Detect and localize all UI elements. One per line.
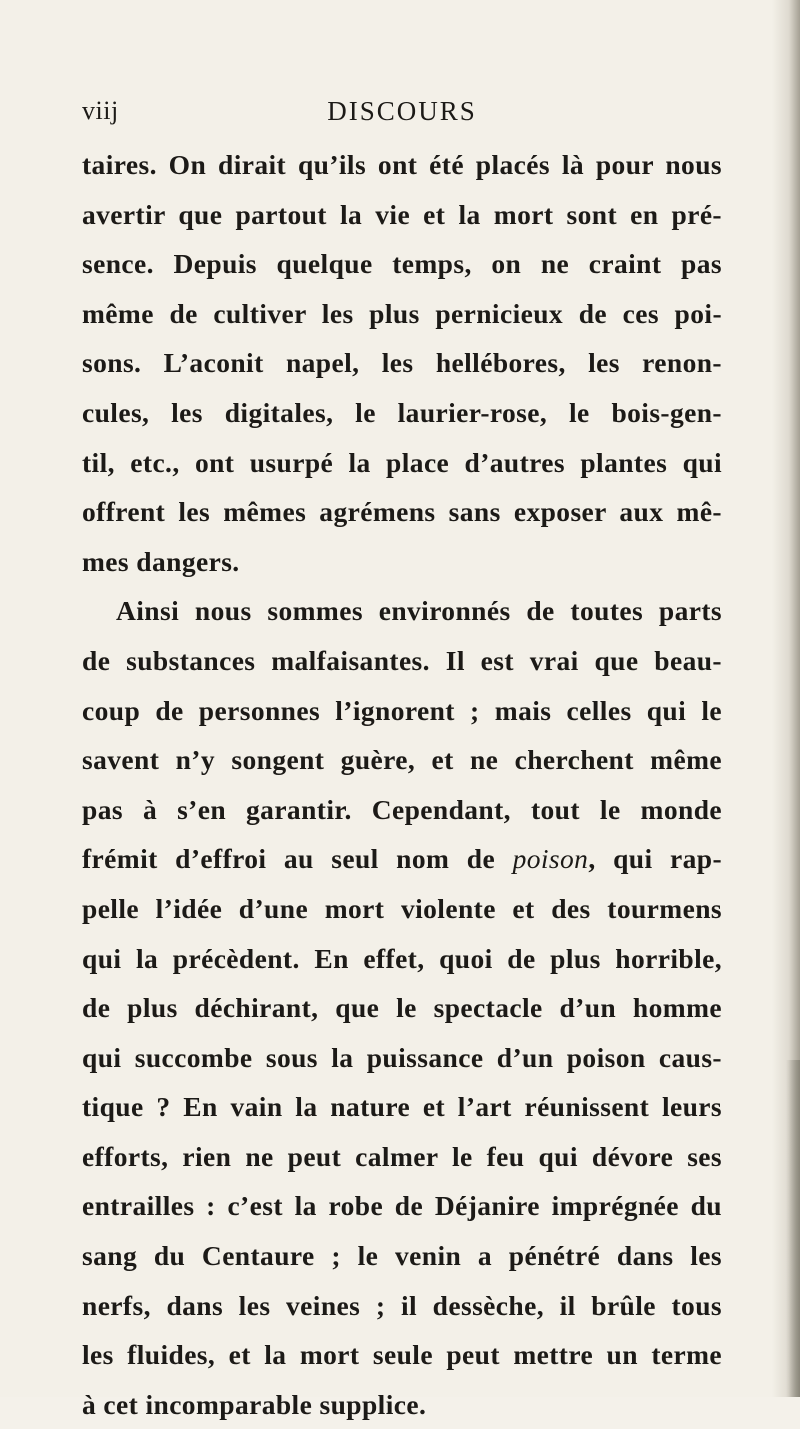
text-line: avertir que partout la vie et la mort sont en pré- [82,198,722,230]
text-segment: frémit d’effroi au seul nom de [82,843,513,875]
text-line: sons. L’aconit napel, les hellébores, les renon- [82,347,722,379]
text-segment: , qui rap- [588,843,722,875]
text-line: Ainsi nous sommes environnés de toutes parts [116,595,722,627]
text-line: sang du Centaure ; le venin a pénétré dans les [82,1240,722,1272]
text-line: taires. On dirait qu’ils ont été placés là pour nous [82,149,722,180]
text-line: til, etc., ont usurpé la place d’autres plantes qui [82,446,722,478]
text-line: savent n’y songent guère, et ne cherchent même [82,744,722,776]
text-line: tique ? En vain la nature et l’art réunissent leurs [82,1091,722,1123]
running-head: DISCOURS [327,96,477,126]
page-edge-shadow-lower [786,1060,800,1397]
text-line: pelle l’idée d’une mort violente et des tourmens [82,892,722,924]
italic-term: poison [512,843,589,875]
text-line [82,834,722,884]
text-line: même de cultiver les plus pernicieux de ces poi- [82,297,722,329]
text-line: offrent les mêmes agrémens sans exposer aux mê- [82,496,722,528]
body-text [82,140,722,1429]
text-line: à cet incomparable supplice. [82,1388,427,1420]
text-line: nerfs, dans les veines ; il dessèche, il brûle tous [82,1289,722,1321]
text-line: de plus déchirant, que le spectacle d’un homme [82,992,722,1024]
text-line: qui la précèdent. En effet, quoi de plus horrible, [82,942,722,974]
text-line: les fluides, et la mort seule peut mettre un terme [82,1339,722,1371]
text-line: cules, les digitales, le laurier-rose, le bois-gen- [82,396,722,428]
text-line: qui succombe sous la puissance d’un poison caus- [82,1041,722,1073]
page-header [82,96,722,136]
text-line: mes dangers. [82,545,240,577]
text-line: coup de personnes l’ignorent ; mais celles qui le [82,694,722,726]
page-number: viij [82,96,119,125]
text-line: de substances malfaisantes. Il est vrai que beau- [82,644,722,676]
text-line: entrailles : c’est la robe de Déjanire imprégnée du [82,1190,722,1222]
text-line: sence. Depuis quelque temps, on ne craint pas [82,248,722,280]
text-line: pas à s’en garantir. Cependant, tout le monde [82,793,722,825]
text-line: efforts, rien ne peut calmer le feu qui dévore ses [82,1140,722,1172]
